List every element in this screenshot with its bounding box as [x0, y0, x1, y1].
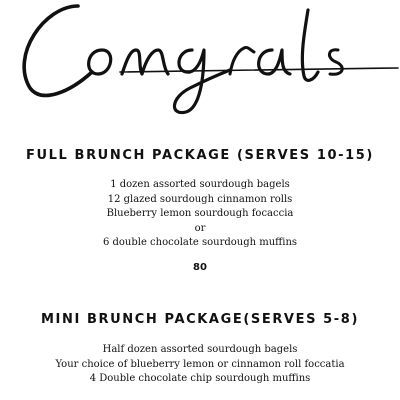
full-package-price: 80 [193, 262, 207, 273]
list-item: Half dozen assorted sourdough bagels [102, 344, 298, 355]
mini-package-items [0, 343, 400, 387]
list-item: 12 glazed sourdough cinnamon rolls [107, 193, 293, 205]
mini-package-heading: MINI BRUNCH PACKAGE(SERVES 5-8) [41, 312, 359, 327]
full-package-heading: FULL BRUNCH PACKAGE (SERVES 10-15) [26, 148, 374, 163]
list-item: or [194, 222, 206, 234]
list-item: 1 dozen assorted sourdough bagels [110, 179, 290, 190]
congrats-script-title [0, 0, 400, 130]
list-item: 6 double chocolate sourdough muffins [102, 237, 298, 248]
list-item: Blueberry lemon sourdough focaccia [106, 208, 294, 219]
list-item: Your choice of blueberry lemon or cinnamon roll foccatia [55, 358, 345, 370]
full-package-items [0, 178, 400, 251]
list-item: 4 Double chocolate chip sourdough muffins [89, 373, 311, 384]
